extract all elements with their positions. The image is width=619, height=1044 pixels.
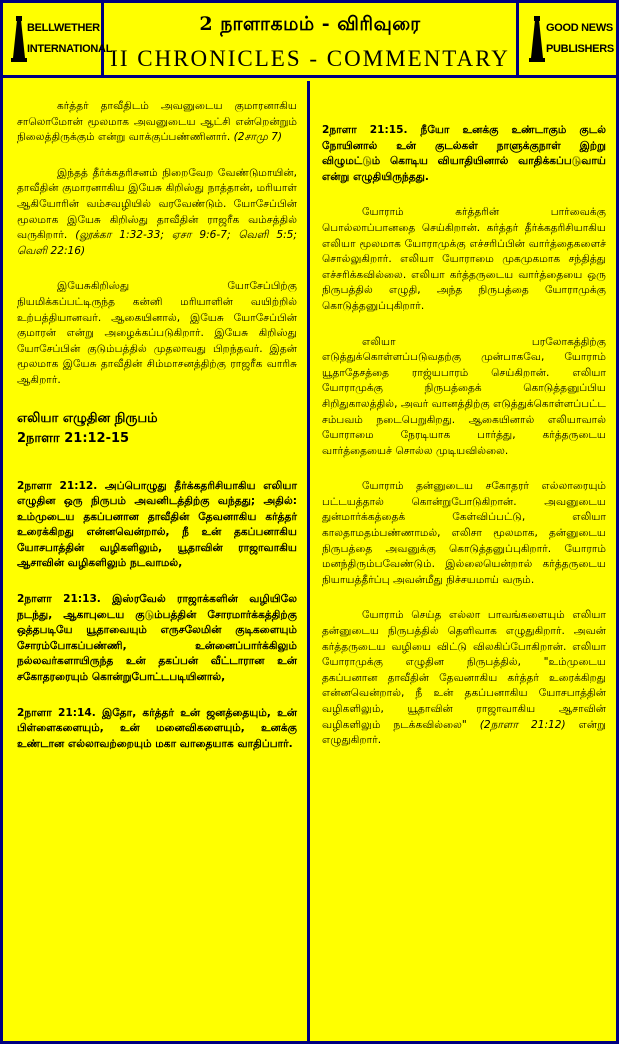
bellwether-line1: BELLWETHER [27,22,100,34]
paragraph: எலியா பரலோகத்திற்கு எடுத்துக்கொள்ளப்படுவதற்கு முன்பாகவே, யோராம் யூதாதேசத்தை ராஜ்யபாரம் செய்கிறான். எலியா யோராமுக்கு நிருபத்தைக் கொடுத்தனுப்பிய சிறிதுகாலத்தில், அவர் வானத்திற்கு எடுத்துக்கொள்ளப்பட்ட சம்பவம் நடைபெறுகிறது. ஆகையினால் எலியாவால் யோராமை நேரடியாக பார்த்து, கர்த்தருடைய வார்த்தையைச் சொல்ல முடியவில்லை. [322,335,606,457]
good-news-line1: GOOD NEWS [546,22,613,34]
left-column [3,81,310,1041]
paragraph [17,166,297,260]
bellwether-logo [3,3,113,75]
scripture-reference: (2நாளா 21:12) [479,718,566,731]
paragraph: யோராம் கர்த்தரின் பார்வைக்கு பொல்லாப்பானதை செய்கிறான். கர்த்தர் தீர்க்கதரிசியாகிய எலியா மூலமாக யோராமுக்கு எச்சரிப்பின் வார்த்தைகளைச் சொல்லுகிறார். எலியா யோராமை முகமுகமாக சந்தித்து எச்சரிக்கவில்லை. எலியா கர்த்தருடைய வார்த்தையை ஒரு நிருபத்தில் எழுதி, அந்த நிருபத்தை யோராமுக்கு கொடுத்தனுப்புகிறார். [322,206,606,312]
lighthouse-icon [9,16,29,62]
good-news-logo [516,3,616,75]
section-title-line2: 2நாளா 21:12-15 [17,430,130,446]
page-title-tamil: 2 நாளாகமம் - விரிவுரை [199,13,421,35]
verse-paragraph: 2நாளா 21:15. நீயோ உனக்கு உண்டாகும் குடல் நோயினால் உன் குடல்கள் நாளுக்குநாள் இற்று விழுமட்டும் கொடிய வியாதியினால் வாதிக்கப்படுவாய் என்று எழுதியிருந்தது. [322,124,606,183]
paragraph: இயேசுகிறிஸ்து யோசேப்பிற்கு நியமிக்கப்பட்டிருந்த கன்னி மரியாளின் வயிற்றில் உற்பத்தியானவர். ஆகையினால், இயேசு யோசேப்பின் குமாரன் என்று அழைக்கப்படுகிறார். இயேசு கிறிஸ்து யோசேப்பின் குடும்பத்தில் முதலாவது பிறந்தவர். இதன் மூலமாக இயேசு தாவீதின் சிம்மாசனத்திற்கு ராஜரீக வாரிசு ஆகிறார். [17,280,297,386]
paragraph [322,608,606,748]
right-column [310,81,616,1041]
bellwether-line2: INTERNATIONAL [27,43,113,55]
paragraph-text: யோராம் செய்த எல்லா பாவங்களையும் எலியா தன்னுடைய நிருபத்தில் தெளிவாக எழுதுகிறார். அவன் கர்த்தருடைய வழியை விட்டு விலகிப்போகிறான். எலியா யோராமுக்கு எழுதின நிருபத்தில், "உம்முடைய தகப்பனான தாவீதின் தேவனாகிய கர்த்தர் உரைக்கிறது என்னவென்றால், நீ உன் தகப்பனாகிய யோசபாத்தின் வழிகளிலும், யூதாவின் ராஜாவாகிய ஆசாவின் வழிகளிலும் நடக்கவில்லை" [322,609,606,731]
paragraph-text: இந்தத் தீர்க்கதரிசனம் நிறைவேற வேண்டுமாயின், தாவீதின் குமாரனாகிய இயேசு கிறிஸ்து நாத்தான், மரியாள் ஆகியோரின் வம்சவழியில் வரவேண்டும். யோசேப்பின் மூலமாக இயேசு கிறிஸ்து தாவீதின் ராஜரீக வம்சத்தில் வருகிறார். [17,166,297,242]
scripture-reference: (2சாமு 7) [233,131,282,144]
paragraph: யோராம் தன்னுடைய சகோதரர் எல்லாரையும் பட்டயத்தால் கொன்றுபோடுகிறான். அவனுடைய துன்மார்க்கத்தைக் கேள்விப்பட்டு, எலியா காலதாமதம்பண்ணாமல், எலிசா மூலமாக, தன்னுடைய நிருபத்தை அவனுக்கு கொடுத்தனுப்புகிறார். யோராம் மனந்திரும்பவேண்டும். இல்லையென்றால் கர்த்தருடைய நியாயத்தீர்ப்பு அவன்மீது நிச்சயமாய் வரும். [322,480,606,586]
scripture-reference: (லூக்கா 1:32-33; ஏசா 9:6-7; வெளி 5:5; வெளி 22:16) [17,229,297,257]
page-header [3,3,616,78]
verse-paragraph: 2நாளா 21:13. இஸ்ரவேல் ராஜாக்களின் வழியிலே நடந்து, ஆகாபுடைய குடும்பத்தின் சோரமார்க்கத்திற்கு ஒத்தபடியே யூதாவையும் எருசலேமின் குடிகளையும் சோரம்போகப்பண்ணி, உன்னைப்பார்க்கிலும் நல்லவர்களாயிருந்த உன் தகப்பன் வீட்டாரான உன் சகோதரரையும் கொன்றுபோட்டபடியினால், [17,593,297,684]
paragraph-text: கர்த்தர் தாவீதிடம் அவனுடைய குமாரனாகிய சாலொமோன் மூலமாக அவனுடைய ஆட்சி என்றென்றும் நிலைத்திருக்கும் என்று வாக்குப்பண்ணினார். [17,100,297,144]
section-title [17,409,297,449]
verse-paragraph: 2நாளா 21:14. இதோ, கர்த்தர் உன் ஜனத்தையும், உன் பிள்ளைகளையும், உன் மனைவிகளையும், உனக்கு உண்டான எல்லாவற்றையும் மகா வாதையாக வாதிப்பார். [17,706,297,750]
paragraph-text: என்று எழுதுகிறார். [322,718,606,747]
paragraph [17,99,297,146]
section-title-line1: எலியா எழுதின நிருபம் [17,410,158,426]
verse-paragraph: 2நாளா 21:12. அப்பொழுது தீர்க்கதரிசியாகிய எலியா எழுதின ஒரு நிருபம் அவனிடத்திற்கு வந்தது; அதில்: உம்முடைய தகப்பனான தாவீதின் தேவனாகிய கர்த்தர் உரைக்கிறது என்னவென்றால், நீ உன் தகப்பனாகிய யோசபாத்தின் வழிகளிலும், யூதாவின் ராஜாவாகிய ஆசாவின் வழிகளிலும் நடவாமல், [17,479,297,570]
page-title-english: II CHRONICLES - COMMENTARY [110,46,510,71]
title-box [104,3,516,75]
lighthouse-icon [527,16,547,62]
good-news-line2: PUBLISHERS [546,43,614,55]
